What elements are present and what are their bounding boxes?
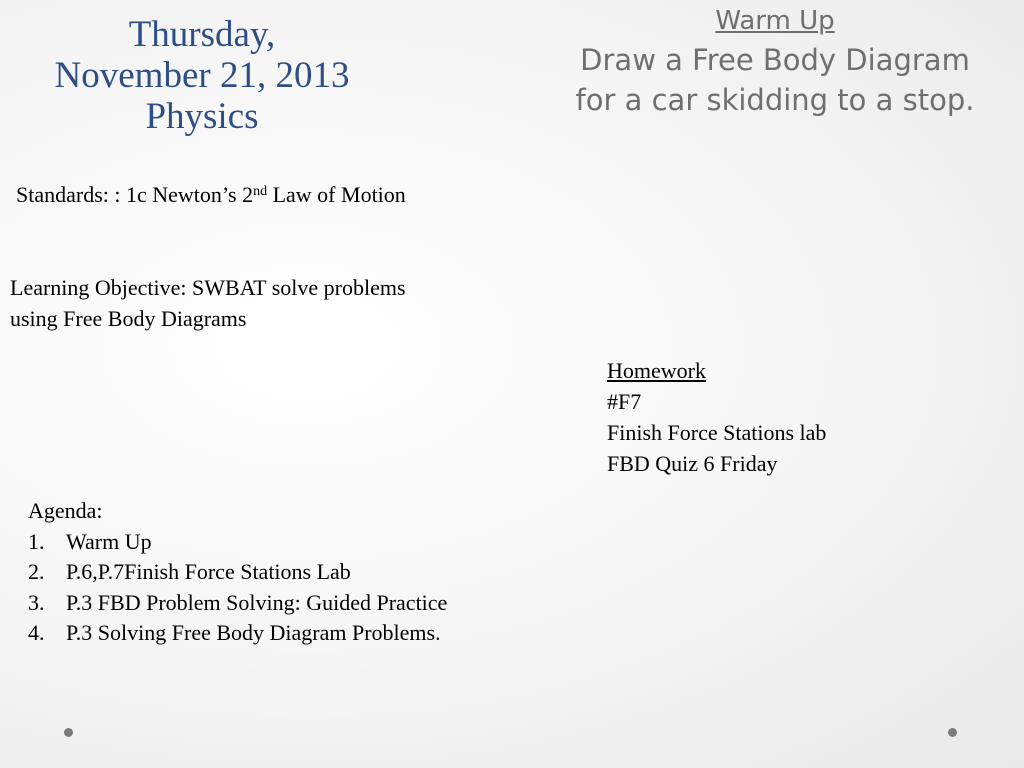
warm-up-prompt (540, 40, 1010, 120)
warm-up-prompt-line-1: Draw a Free Body Diagram (580, 43, 970, 77)
homework-section (607, 355, 826, 479)
standards-suffix: Law of Motion (267, 182, 406, 207)
learning-objective-line-1: Learning Objective: SWBAT solve problems (10, 275, 406, 300)
agenda-heading: Agenda: (28, 498, 103, 523)
homework-item: #F7 (607, 389, 642, 414)
homework-item: Finish Force Stations lab (607, 420, 827, 445)
warm-up-box (540, 4, 1010, 120)
agenda-list (28, 527, 488, 649)
agenda-item (28, 618, 488, 649)
agenda-item-number: 3. (28, 589, 45, 615)
decorative-dot-left (64, 728, 73, 737)
title-subject: Physics (145, 96, 259, 137)
homework-heading: Homework (607, 358, 706, 383)
learning-objective (10, 272, 530, 334)
agenda-item (28, 527, 488, 558)
agenda-item-number: 1. (28, 528, 45, 554)
warm-up-prompt-line-2: for a car skidding to a stop. (575, 83, 975, 117)
agenda-item-text: Warm Up (66, 528, 152, 554)
agenda-item-text: P.3 FBD Problem Solving: Guided Practice (66, 589, 448, 615)
agenda-item-text: P.3 Solving Free Body Diagram Problems. (66, 620, 441, 645)
learning-objective-line-2: using Free Body Diagrams (10, 306, 247, 331)
standards-superscript: nd (253, 184, 268, 199)
agenda-item (28, 588, 488, 619)
agenda-item (28, 557, 488, 588)
warm-up-heading: Warm Up (715, 6, 835, 36)
title-date: November 21, 2013 (54, 55, 350, 96)
agenda-section (28, 496, 488, 649)
standards-text (16, 180, 406, 210)
homework-item: FBD Quiz 6 Friday (607, 451, 778, 476)
agenda-item-number: 4. (28, 620, 45, 645)
agenda-item-text: P.6,P.7Finish Force Stations Lab (66, 559, 351, 584)
standards-prefix: Standards: : 1c Newton’s 2 (16, 182, 254, 207)
title-date-day: Thursday, (128, 14, 276, 55)
decorative-dot-right (948, 728, 957, 737)
slide-title (12, 14, 392, 137)
agenda-item-number: 2. (28, 559, 45, 584)
